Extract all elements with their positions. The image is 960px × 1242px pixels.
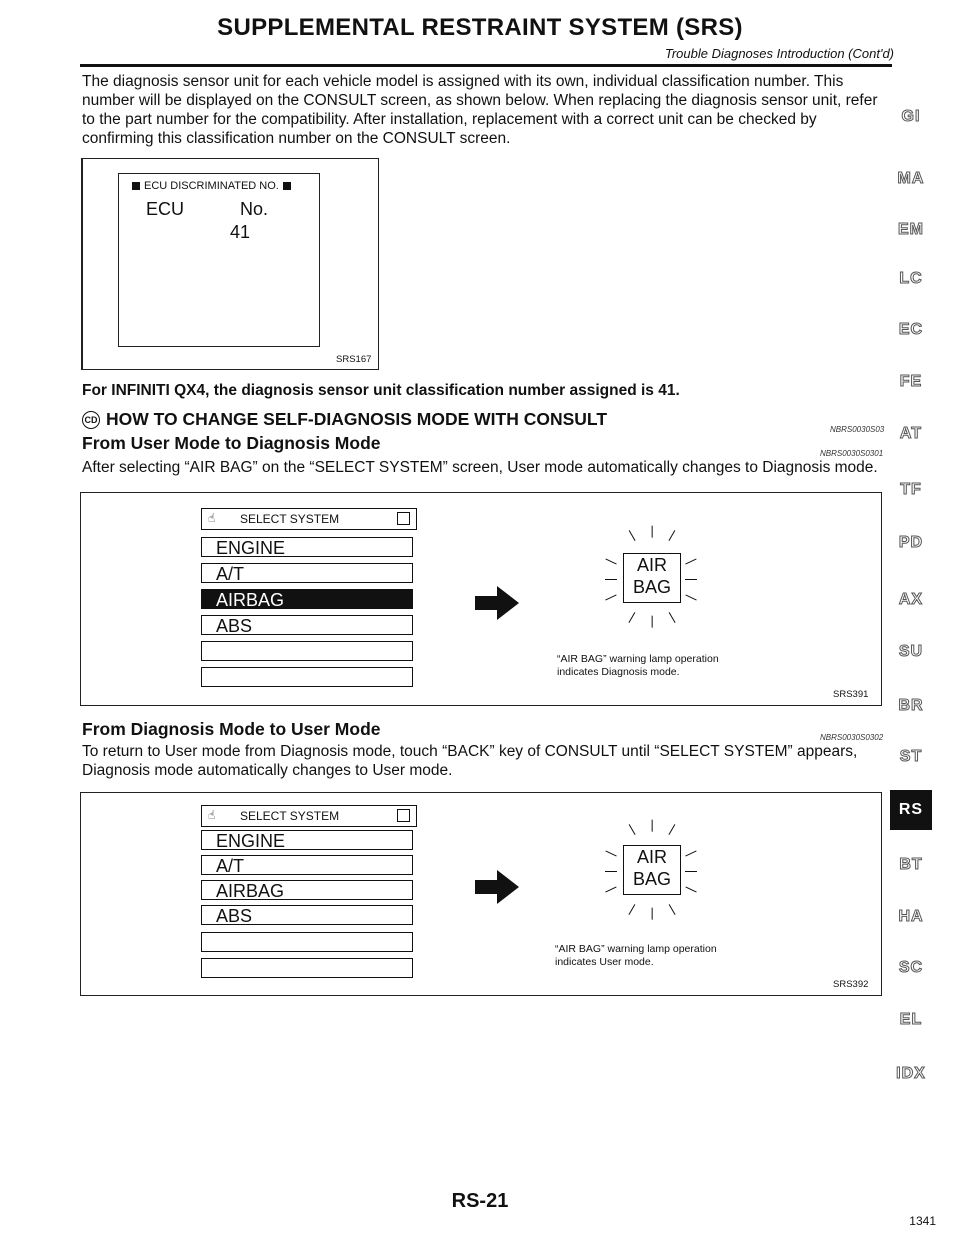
ecu-no-label: No.: [240, 199, 269, 219]
section-heading: [82, 409, 607, 430]
lamp-note: [555, 943, 717, 969]
sub-paragraph-1: After selecting “AIR BAG” on the “SELECT SYSTEM” screen, User mode automatically changes to Diagnosis mode.: [82, 459, 878, 476]
ecu-label: ECU: [146, 199, 185, 219]
lamp-text-bag: BAG: [632, 869, 671, 889]
index-tab-su[interactable]: SU: [898, 643, 924, 660]
figure-select-system-1: [80, 492, 882, 706]
square-bullet-icon: [283, 182, 291, 190]
index-tab-ec[interactable]: EC: [898, 321, 924, 338]
lamp-ray: [685, 887, 696, 893]
airbag-lamp: [623, 553, 681, 603]
lamp-ray: [651, 820, 652, 832]
system-item-engine[interactable]: ENGINE: [201, 830, 413, 850]
system-item-at[interactable]: A/T: [201, 563, 413, 583]
page-subtitle: Trouble Diagnoses Introduction (Cont'd): [664, 46, 894, 61]
index-tab-ma[interactable]: MA: [897, 170, 925, 187]
index-tab-at[interactable]: AT: [899, 425, 923, 442]
checkbox-icon: [397, 809, 410, 822]
lamp-ray: [668, 530, 675, 541]
index-tab-ha[interactable]: HA: [898, 908, 924, 925]
index-tab-pd[interactable]: PD: [898, 534, 924, 551]
index-tab-sc[interactable]: SC: [898, 959, 924, 976]
lamp-text-air: AIR: [636, 555, 667, 575]
lamp-ray: [605, 579, 617, 580]
lamp-ray: [605, 871, 617, 872]
lamp-ray: [651, 616, 652, 628]
system-item-at[interactable]: A/T: [201, 855, 413, 875]
index-tab-tf[interactable]: TF: [900, 481, 922, 498]
system-item-engine[interactable]: ENGINE: [201, 537, 413, 557]
intro-paragraph: The diagnosis sensor unit for each vehicle model is assigned with its own, individual classification number. This number will be displayed on the CONSULT screen, as shown below. When replacing the diagnosis sensor unit, refer to the part number for the compatibility. After installation, replacement with a correct unit can be checked by confirming this classification number on the CONSULT screen.: [82, 73, 878, 147]
index-tab-rs[interactable]: RS: [890, 790, 932, 830]
lamp-note-line2: indicates User mode.: [555, 956, 654, 968]
page-sequence-number: 1341: [909, 1214, 936, 1228]
lamp-ray: [628, 530, 635, 541]
ecu-number-value: 41: [230, 222, 251, 242]
figure-caption: For INFINITI QX4, the diagnosis sensor unit classification number assigned is 41.: [82, 382, 680, 399]
figure-code: SRS167: [336, 354, 372, 365]
index-tab-br[interactable]: BR: [898, 697, 924, 714]
page-number-label: RS-21: [451, 1190, 509, 1212]
lamp-ray: [628, 904, 635, 915]
select-system-header: [201, 508, 417, 530]
airbag-lamp: [623, 845, 681, 895]
ecu-disc-label: ECU DISCRIMINATED NO.: [144, 180, 279, 192]
select-system-header: [201, 805, 417, 827]
figure-code: SRS392: [833, 979, 869, 990]
system-item-airbag[interactable]: AIRBAG: [201, 589, 413, 609]
hand-icon: ☝: [208, 808, 216, 822]
index-tab-fe[interactable]: FE: [899, 373, 923, 390]
section-code: NBRS0030S03: [830, 425, 885, 434]
arrow-right-icon: [475, 583, 519, 623]
system-item-airbag[interactable]: AIRBAG: [201, 880, 413, 900]
select-system-label: SELECT SYSTEM: [240, 809, 340, 823]
lamp-text-bag: BAG: [632, 577, 671, 597]
sub-paragraph-2: To return to User mode from Diagnosis mode, touch “BACK” key of CONSULT until “SELECT SYSTEM” appears, Diagnosis mode automatically changes to User mode.: [82, 743, 858, 779]
index-tab-el[interactable]: EL: [899, 1011, 923, 1028]
system-item-empty[interactable]: [201, 958, 413, 978]
ecu-disc-header: [128, 180, 295, 192]
lamp-ray: [685, 871, 697, 872]
system-item-abs[interactable]: ABS: [201, 905, 413, 925]
arrow-right-icon: [475, 867, 519, 907]
lamp-ray: [605, 887, 616, 893]
system-item-empty[interactable]: [201, 667, 413, 687]
lamp-text-air: AIR: [636, 847, 667, 867]
lamp-ray: [685, 559, 696, 565]
select-system-label: SELECT SYSTEM: [240, 512, 340, 526]
figure-select-system-2: [80, 792, 882, 996]
lamp-note-line2: indicates Diagnosis mode.: [557, 666, 680, 678]
index-tab-em[interactable]: EM: [898, 221, 924, 238]
lamp-ray: [685, 579, 697, 580]
lamp-ray: [651, 526, 652, 538]
lamp-note-line1: “AIR BAG” warning lamp operation: [557, 653, 719, 665]
lamp-note: [557, 653, 719, 679]
index-tab-gi[interactable]: GI: [901, 108, 921, 125]
lamp-note-line1: “AIR BAG” warning lamp operation: [555, 943, 717, 955]
sub-code-2: NBRS0030S0302: [820, 733, 884, 742]
figure-code: SRS391: [833, 689, 869, 700]
lamp-ray: [668, 824, 675, 835]
lamp-ray: [605, 851, 616, 857]
index-tab-bt[interactable]: BT: [899, 856, 923, 873]
system-item-abs[interactable]: ABS: [201, 615, 413, 635]
hand-icon: ☝: [208, 511, 216, 525]
lamp-ray: [685, 851, 696, 857]
square-bullet-icon: [132, 182, 140, 190]
header-rule: [80, 64, 892, 67]
lamp-ray: [605, 559, 616, 565]
lamp-ray: [685, 595, 696, 601]
checkbox-icon: [397, 512, 410, 525]
system-item-empty[interactable]: [201, 932, 413, 952]
lamp-ray: [628, 824, 635, 835]
section-title: HOW TO CHANGE SELF-DIAGNOSIS MODE WITH CONSULT: [106, 409, 608, 429]
lamp-ray: [651, 908, 652, 920]
index-tab-lc[interactable]: LC: [899, 270, 923, 287]
lamp-ray: [628, 612, 635, 623]
page-title: SUPPLEMENTAL RESTRAINT SYSTEM (SRS): [217, 14, 743, 41]
sub-code-1: NBRS0030S0301: [820, 449, 884, 458]
lamp-ray: [668, 612, 675, 623]
sub-heading-2: From Diagnosis Mode to User Mode: [82, 719, 381, 739]
index-tab-ax[interactable]: AX: [898, 591, 924, 608]
index-tab-st[interactable]: ST: [899, 748, 923, 765]
system-item-empty[interactable]: [201, 641, 413, 661]
sub-heading-1: From User Mode to Diagnosis Mode: [82, 433, 381, 453]
index-tab-idx[interactable]: IDX: [896, 1065, 926, 1082]
lamp-ray: [668, 904, 675, 915]
cd-icon: CD: [82, 411, 100, 429]
lamp-ray: [605, 595, 616, 601]
